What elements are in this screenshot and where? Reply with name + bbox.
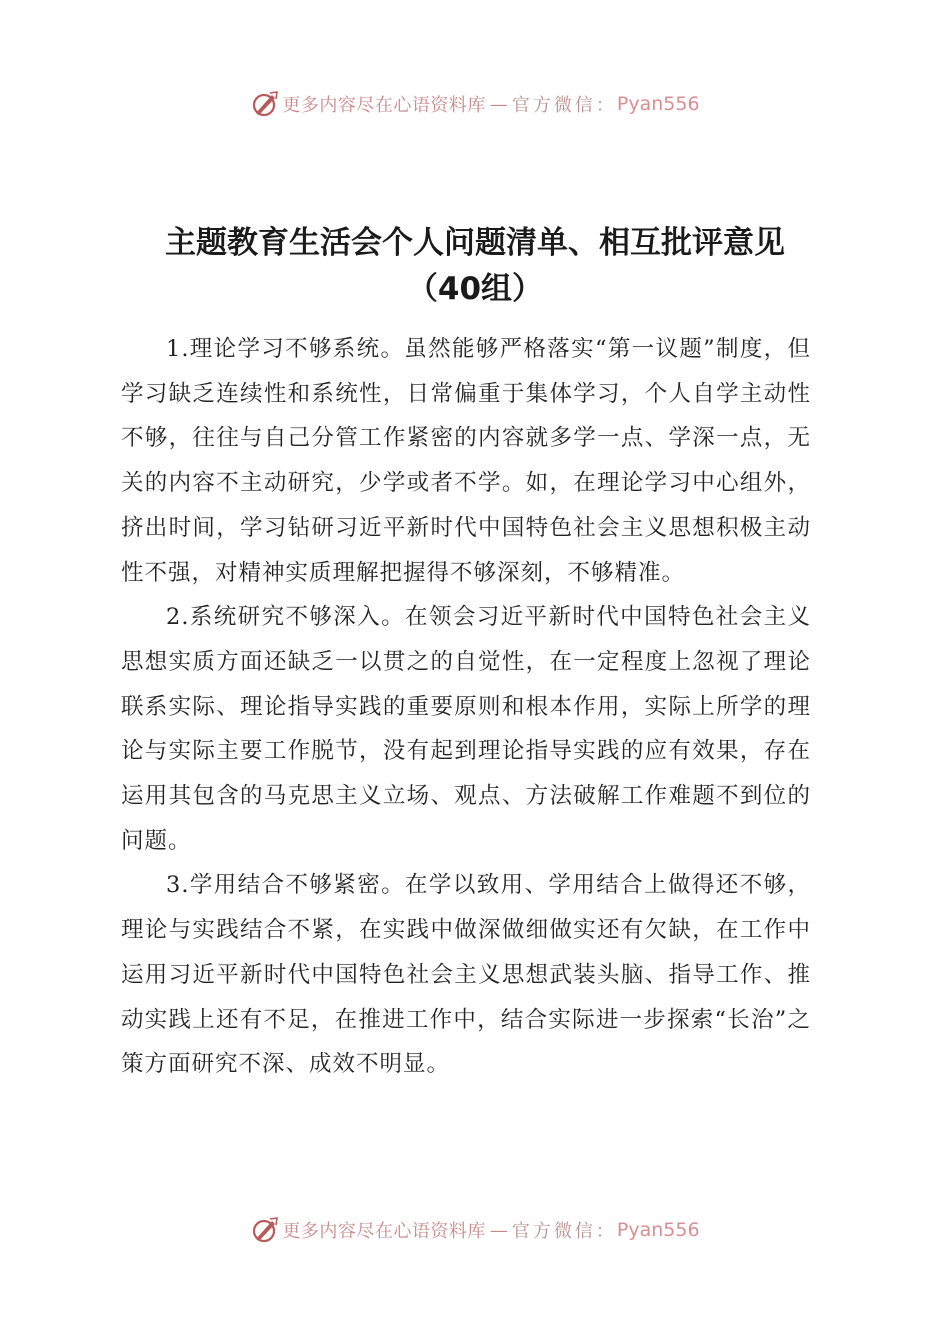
footer-watermark	[0, 1210, 950, 1250]
watermark-separator: —	[489, 1219, 508, 1241]
header-watermark	[0, 84, 950, 124]
watermark-official-label: 官方微信：	[511, 1221, 617, 1242]
paragraph-1: 1.理论学习不够系统。虽然能够严格落实“第一议题”制度，但学习缺乏连续性和系统性，日常偏重于集体学习，个人自学主动性不够，往往与自己分管工作紧密的内容就多学一点、学深一点，无关的内容不主动研究，少学或者不学。如，在理论学习中心组外，挤出时间，学习钻研习近平新时代中国特色社会主义思想积极主动性不强，对精神实质理解把握得不够深刻，不够精准。	[121, 336, 811, 586]
watermark-text: 更多内容尽在心语资料库	[282, 1221, 486, 1242]
title-line-2: （40组）	[406, 271, 544, 307]
document-title	[60, 220, 890, 312]
watermark-wechat-id: Pyan556	[616, 1219, 700, 1241]
document-body	[121, 327, 811, 1087]
paragraph-3: 3.学用结合不够紧密。在学以致用、学用结合上做得还不够，理论与实践结合不紧，在实践中做深做细做实还有欠缺，在工作中运用习近平新时代中国特色社会主义思想武装头脑、指导工作、推动实践上还有不足，在推进工作中，结合实际进一步探索“长治”之策方面研究不深、成效不明显。	[121, 872, 811, 1078]
paragraph-2: 2.系统研究不够深入。在领会习近平新时代中国特色社会主义思想实质方面还缺乏一以贯之的自觉性，在一定程度上忽视了理论联系实际、理论指导实践的重要原则和根本作用，实际上所学的理论与实际主要工作脱节，没有起到理论指导实践的应有效果，存在运用其包含的马克思主义立场、观点、方法破解工作难题不到位的问题。	[121, 604, 811, 854]
watermark-wechat-id: Pyan556	[616, 93, 700, 115]
watermark-official-label: 官方微信：	[511, 95, 617, 116]
watermark-text: 更多内容尽在心语资料库	[282, 95, 486, 116]
title-line-1: 主题教育生活会个人问题清单、相互批评意见	[165, 225, 785, 261]
quill-logo-icon	[250, 1215, 280, 1245]
quill-logo-icon	[250, 89, 280, 119]
watermark-separator: —	[489, 93, 508, 115]
